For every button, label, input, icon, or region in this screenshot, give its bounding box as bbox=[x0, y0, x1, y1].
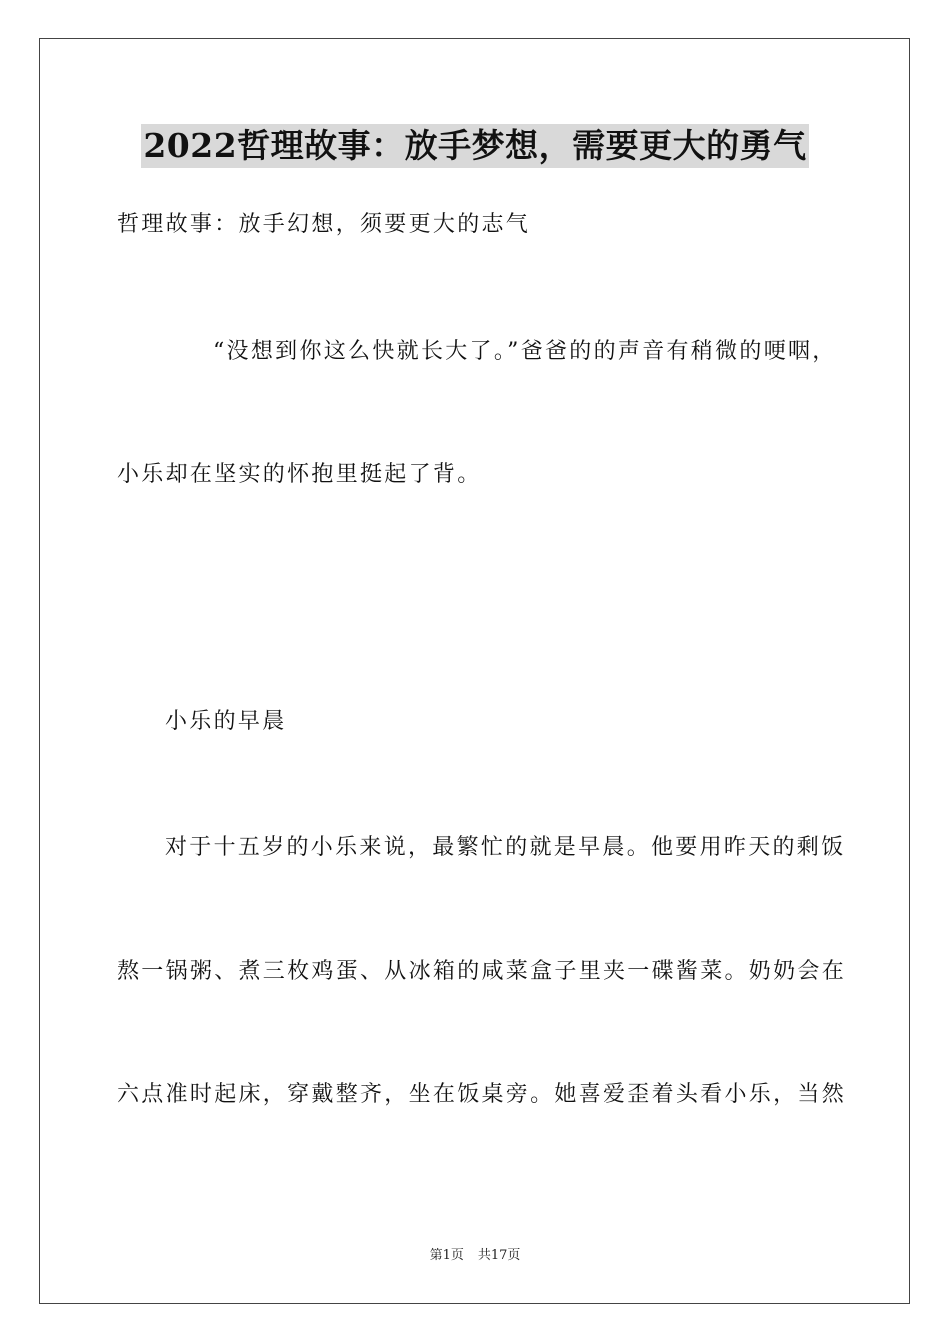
paragraph-line: 对于十五岁的小乐来说，最繁忙的就是早晨。他要用昨天的剩饭 bbox=[165, 835, 846, 860]
total-pages: 共17页 bbox=[477, 1248, 521, 1263]
document-title: 2022哲理故事：放手梦想，需要更大的勇气 bbox=[141, 124, 808, 168]
page-number: 第1页 bbox=[429, 1248, 464, 1263]
paragraph-line: 熬一锅粥、煮三枚鸡蛋、从冰箱的咸菜盒子里夹一碟酱菜。奶奶会在 bbox=[117, 959, 847, 984]
subtitle-line: 哲理故事：放手幻想，须要更大的志气 bbox=[117, 212, 531, 237]
page-footer bbox=[0, 1247, 950, 1265]
title-container bbox=[0, 124, 950, 168]
paragraph-line: “没想到你这么快就长大了。”爸爸的的声音有稍微的哽咽， bbox=[213, 339, 837, 364]
section-heading: 小乐的早晨 bbox=[165, 709, 287, 734]
paragraph-line: 小乐却在坚实的怀抱里挺起了背。 bbox=[117, 462, 482, 487]
paragraph-line: 六点准时起床，穿戴整齐，坐在饭桌旁。她喜爱歪着头看小乐，当然 bbox=[117, 1082, 847, 1107]
